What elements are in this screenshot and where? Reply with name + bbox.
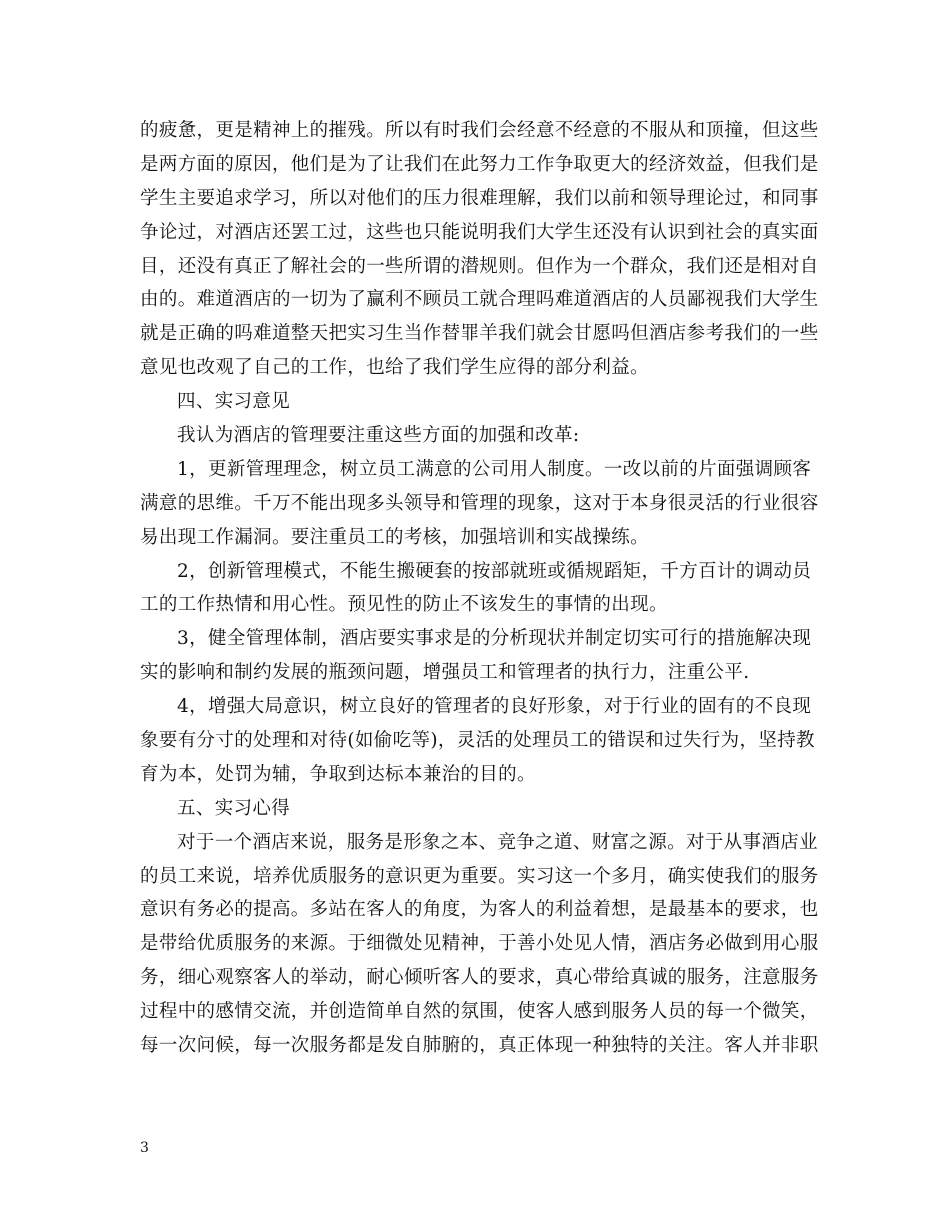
text-line: 的疲惫，更是精神上的摧残。所以有时我们会经意不经意的不服从和顶撞，但这些 — [140, 120, 819, 141]
text-line: 意识有务必的提高。多站在客人的角度，为客人的利益着想，是最基本的要求，也 — [140, 899, 819, 921]
text-line: 易出现工作漏洞。要注重员工的考核，加强培训和实战操练。 — [140, 526, 649, 548]
text-line: 务，细心观察客人的举动，耐心倾听客人的要求，真心带给真诚的服务，注意服务 — [140, 967, 819, 989]
list-item-3: 3，健全管理体制，酒店要实事求是的分析现状并制定切实可行的措施解决现 — [177, 628, 812, 650]
text-line: 的员工来说，培养优质服务的意识更为重要。实习这一个多月，确实使我们的服务 — [140, 865, 819, 887]
body-text — [140, 114, 822, 1063]
text-line: 每一次问候，每一次服务都是发自肺腑的，真正体现一种独特的关注。客人并非职 — [140, 1035, 819, 1057]
text-line: 过程中的感情交流，并创造简单自然的氛围，使客人感到服务人员的每一个微笑， — [140, 1001, 819, 1023]
text-line: 育为本，处罚为辅，争取到达标本兼治的目的。 — [140, 763, 536, 785]
text-line: 争论过，对酒店还罢工过，这些也只能说明我们大学生还没有认识到社会的真实面 — [140, 221, 819, 243]
list-item-4: 4，增强大局意识，树立良好的管理者的良好形象，对于行业的固有的不良现 — [177, 696, 812, 718]
text-line: 由的。难道酒店的一切为了赢利不顾员工就合理吗难道酒店的人员鄙视我们大学生 — [140, 289, 819, 311]
text-line: 目，还没有真正了解社会的一些所谓的潜规则。但作为一个群众，我们还是相对自 — [140, 255, 819, 277]
text-line: 象要有分寸的处理和对待(如偷吃等)，灵活的处理员工的错误和过失行为，坚持教 — [140, 730, 815, 752]
text-line: 就是正确的吗难道整天把实习生当作替罪羊我们就会甘愿吗但酒店参考我们的一些 — [140, 323, 819, 345]
text-line: 我认为酒店的管理要注重这些方面的加强和改革: — [177, 425, 580, 447]
text-line: 学生主要追求学习，所以对他们的压力很难理解，我们以前和领导理论过，和同事 — [140, 187, 819, 209]
text-line: 实的影响和制约发展的瓶颈问题，增强员工和管理者的执行力，注重公平. — [140, 662, 750, 684]
page-number: 3 — [140, 1140, 149, 1156]
list-item-2: 2，创新管理模式，不能生搬硬套的按部就班或循规蹈矩，千方百计的调动员 — [177, 560, 812, 582]
text-line: 满意的思维。千万不能出现多头领导和管理的现象，这对于本身很灵活的行业很容 — [140, 492, 819, 514]
text-line: 是带给优质服务的来源。于细微处见精神，于善小处见人情，酒店务必做到用心服 — [140, 933, 819, 955]
text-line: 对于一个酒店来说，服务是形象之本、竞争之道、财富之源。对于从事酒店业 — [177, 831, 818, 853]
section-heading: 四、实习意见 — [177, 391, 291, 413]
text-line: 是两方面的原因，他们是为了让我们在此努力工作争取更大的经济效益，但我们是 — [140, 153, 819, 175]
text-line: 工的工作热情和用心性。预见性的防止不该发生的事情的出现。 — [140, 594, 668, 616]
text-line: 意见也改观了自己的工作，也给了我们学生应得的部分利益。 — [140, 357, 649, 379]
list-item-1: 1，更新管理理念，树立员工满意的公司用人制度。一改以前的片面强调顾客 — [177, 458, 812, 480]
section-heading: 五、实习心得 — [177, 797, 291, 819]
